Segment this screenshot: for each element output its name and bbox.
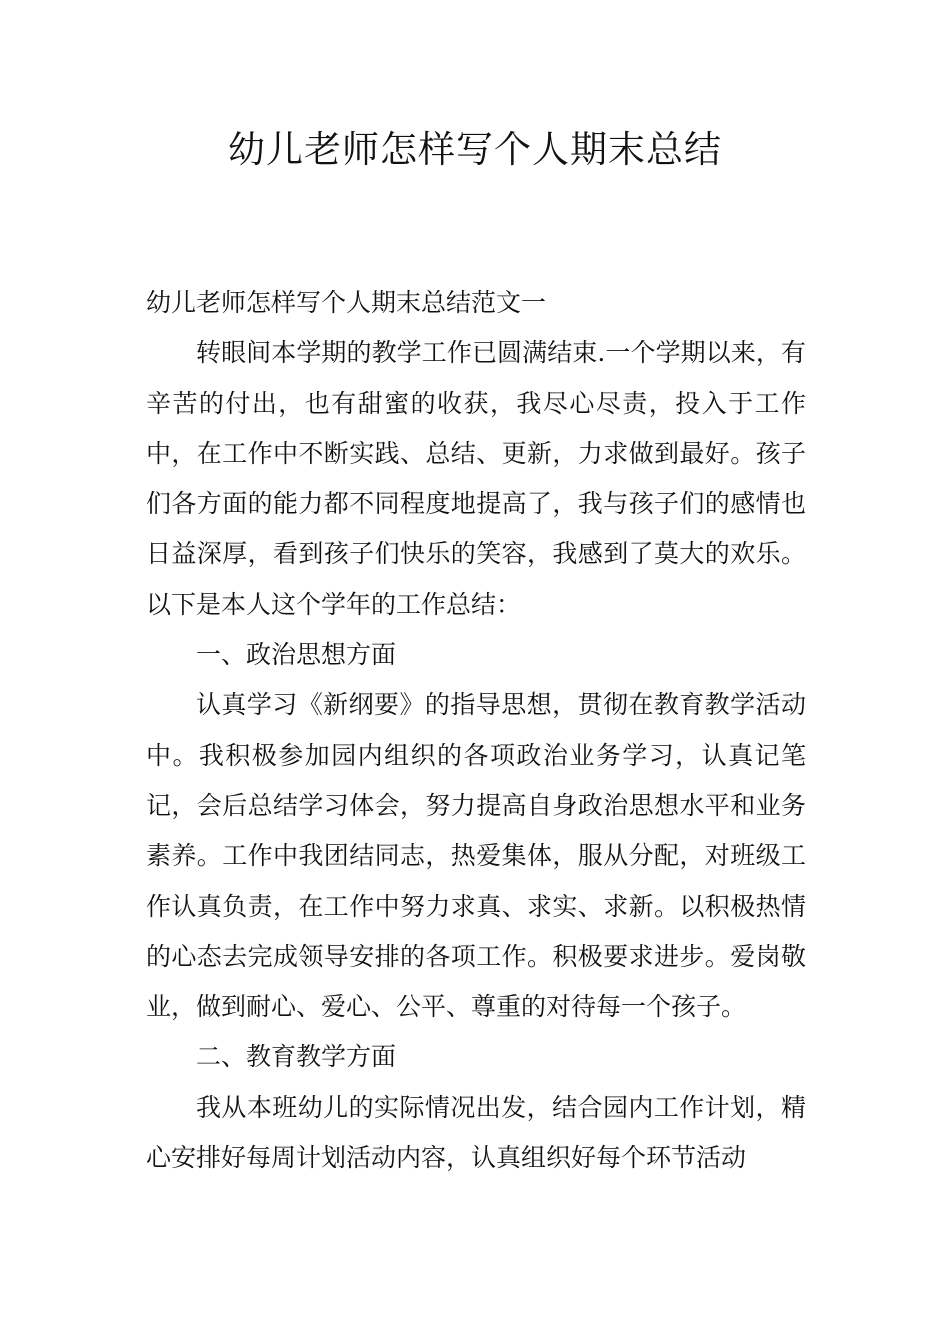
teaching-paragraph: 我从本班幼儿的实际情况出发，结合园内工作计划，精心安排好每周计划活动内容，认真组织好每个环节活动 (146, 1092, 806, 1173)
document-subtitle: 幼儿老师怎样写个人期末总结范文一 (146, 288, 547, 317)
section-heading-teaching: 二、教育教学方面 (196, 1042, 397, 1072)
document-body (146, 278, 806, 1183)
document-title: 幼儿老师怎样写个人期末总结 (228, 128, 722, 171)
politics-paragraph: 认真学习《新纲要》的指导思想，贯彻在教育教学活动中。我积极参加园内组织的各项政治业务学习，认真记笔记，会后总结学习体会，努力提高自身政治思想水平和业务素养。工作中我团结同志，热爱集体，服从分配，对班级工作认真负责，在工作中努力求真、求实、求新。以积极热情的心态去完成领导安排的各项工作。积极要求进步。爱岗敬业，做到耐心、爱心、公平、尊重的对待每一个孩子。 (146, 690, 806, 1022)
intro-paragraph: 转眼间本学期的教学工作已圆满结束.一个学期以来，有辛苦的付出，也有甜蜜的收获，我尽心尽责，投入于工作中，在工作中不断实践、总结、更新，力求做到最好。孩子们各方面的能力都不同程度地提高了，我与孩子们的感情也日益深厚，看到孩子们快乐的笑容，我感到了莫大的欢乐。以下是本人这个学年的工作总结： (146, 338, 806, 619)
section-heading-politics: 一、政治思想方面 (196, 640, 397, 670)
